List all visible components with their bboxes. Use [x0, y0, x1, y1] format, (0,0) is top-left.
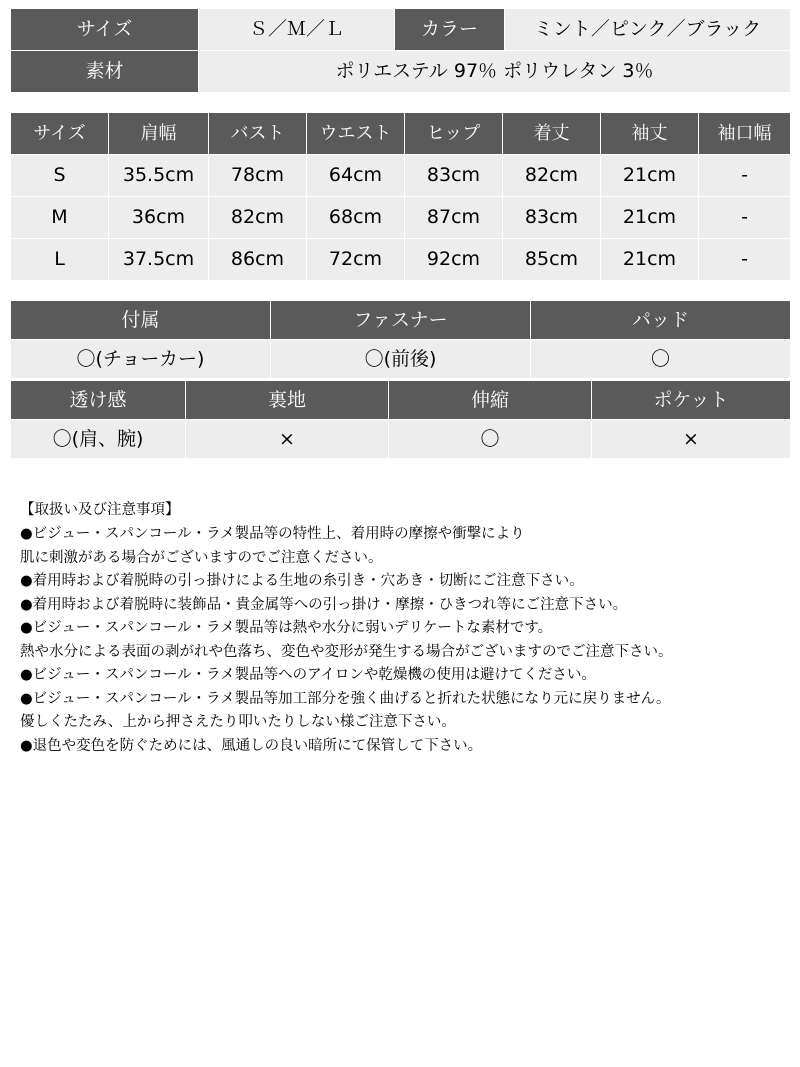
- attach-col-header: パッド: [531, 301, 791, 340]
- feature-cell: ×: [186, 420, 389, 459]
- table-row: [11, 51, 791, 93]
- feature-col-header: 透け感: [11, 381, 186, 420]
- size-cell: 64cm: [307, 155, 405, 197]
- size-cell: 72cm: [307, 239, 405, 281]
- size-col-header: サイズ: [11, 113, 109, 155]
- size-cell: -: [699, 155, 791, 197]
- size-cell: 87cm: [405, 197, 503, 239]
- size-cell: 36cm: [109, 197, 209, 239]
- feature-col-header: 伸縮: [389, 381, 592, 420]
- table-row: [11, 420, 791, 459]
- spec-label-size: サイズ: [11, 9, 199, 51]
- note-line: ●退色や変色を防ぐためには、風通しの良い暗所にて保管して下さい。: [20, 737, 483, 754]
- size-cell: 68cm: [307, 197, 405, 239]
- attach-cell: 〇(チョーカー): [11, 340, 271, 379]
- table-row: [11, 239, 791, 281]
- size-col-header: 袖丈: [601, 113, 699, 155]
- attach-cell: 〇: [531, 340, 791, 379]
- size-cell: 78cm: [209, 155, 307, 197]
- size-cell: 37.5cm: [109, 239, 209, 281]
- feature-col-header: 裏地: [186, 381, 389, 420]
- note-line: 優しくたたみ、上から押さえたり叩いたりしない様ご注意下さい。: [20, 714, 456, 731]
- attach-col-header: ファスナー: [271, 301, 531, 340]
- size-cell: -: [699, 197, 791, 239]
- note-line: ●ビジュー・スパンコール・ラメ製品等加工部分を強く曲げると折れた状態になり元に戻りません。: [20, 690, 671, 707]
- size-col-header: ウエスト: [307, 113, 405, 155]
- feature-cell: 〇(肩、腕): [11, 420, 186, 459]
- size-cell: L: [11, 239, 109, 281]
- size-cell: 86cm: [209, 239, 307, 281]
- size-cell: M: [11, 197, 109, 239]
- size-cell: 83cm: [405, 155, 503, 197]
- note-line: ●ビジュー・スパンコール・ラメ製品等へのアイロンや乾燥機の使用は避けてください。: [20, 667, 596, 684]
- note-line: 肌に刺激がある場合がございますのでご注意ください。: [20, 549, 383, 566]
- size-col-header: ヒップ: [405, 113, 503, 155]
- size-cell: 85cm: [503, 239, 601, 281]
- size-col-header: 肩幅: [109, 113, 209, 155]
- attach-cell: 〇(前後): [271, 340, 531, 379]
- size-col-header: バスト: [209, 113, 307, 155]
- feature-table: [10, 380, 791, 459]
- size-cell: 82cm: [503, 155, 601, 197]
- spec-value-color: ミント／ピンク／ブラック: [505, 9, 791, 51]
- table-header-row: [11, 113, 791, 155]
- spec-value-size: Ｓ／Ｍ／Ｌ: [199, 9, 395, 51]
- size-cell: 21cm: [601, 239, 699, 281]
- size-cell: 21cm: [601, 197, 699, 239]
- spec-label-color: カラー: [395, 9, 505, 51]
- table-row: [11, 155, 791, 197]
- note-line: ●着用時および着脱時の引っ掛けによる生地の糸引き・穴あき・切断にご注意下さい。: [20, 573, 584, 590]
- notes-title: 【取扱い及び注意事項】: [20, 502, 180, 518]
- size-col-header: 着丈: [503, 113, 601, 155]
- table-row: [11, 340, 791, 379]
- size-cell: 21cm: [601, 155, 699, 197]
- note-line: 熱や水分による表面の剥がれや色落ち、変色や変形が発生する場合がございますのでご注意下さい。: [20, 643, 673, 660]
- feature-cell: 〇: [389, 420, 592, 459]
- feature-cell: ×: [592, 420, 791, 459]
- spec-value-material: ポリエステル 97％ ポリウレタン 3％: [199, 51, 791, 93]
- size-chart-table: [10, 112, 791, 281]
- size-col-header: 袖口幅: [699, 113, 791, 155]
- size-cell: 83cm: [503, 197, 601, 239]
- note-line: ●着用時および着脱時に装飾品・貴金属等への引っ掛け・摩擦・ひきつれ等にご注意下さい。: [20, 596, 628, 613]
- attachment-table: [10, 300, 791, 379]
- table-header-row: [11, 301, 791, 340]
- table-header-row: [11, 381, 791, 420]
- spec-table: [10, 8, 791, 93]
- table-row: [11, 197, 791, 239]
- size-cell: -: [699, 239, 791, 281]
- spec-label-material: 素材: [11, 51, 199, 93]
- note-line: ●ビジュー・スパンコール・ラメ製品等は熱や水分に弱いデリケートな素材です。: [20, 620, 553, 637]
- note-line: ●ビジュー・スパンコール・ラメ製品等の特性上、着用時の摩擦や衝撃により: [20, 526, 525, 543]
- care-notes: [10, 499, 790, 758]
- attach-col-header: 付属: [11, 301, 271, 340]
- feature-col-header: ポケット: [592, 381, 791, 420]
- size-cell: S: [11, 155, 109, 197]
- size-cell: 82cm: [209, 197, 307, 239]
- table-row: [11, 9, 791, 51]
- size-cell: 92cm: [405, 239, 503, 281]
- size-cell: 35.5cm: [109, 155, 209, 197]
